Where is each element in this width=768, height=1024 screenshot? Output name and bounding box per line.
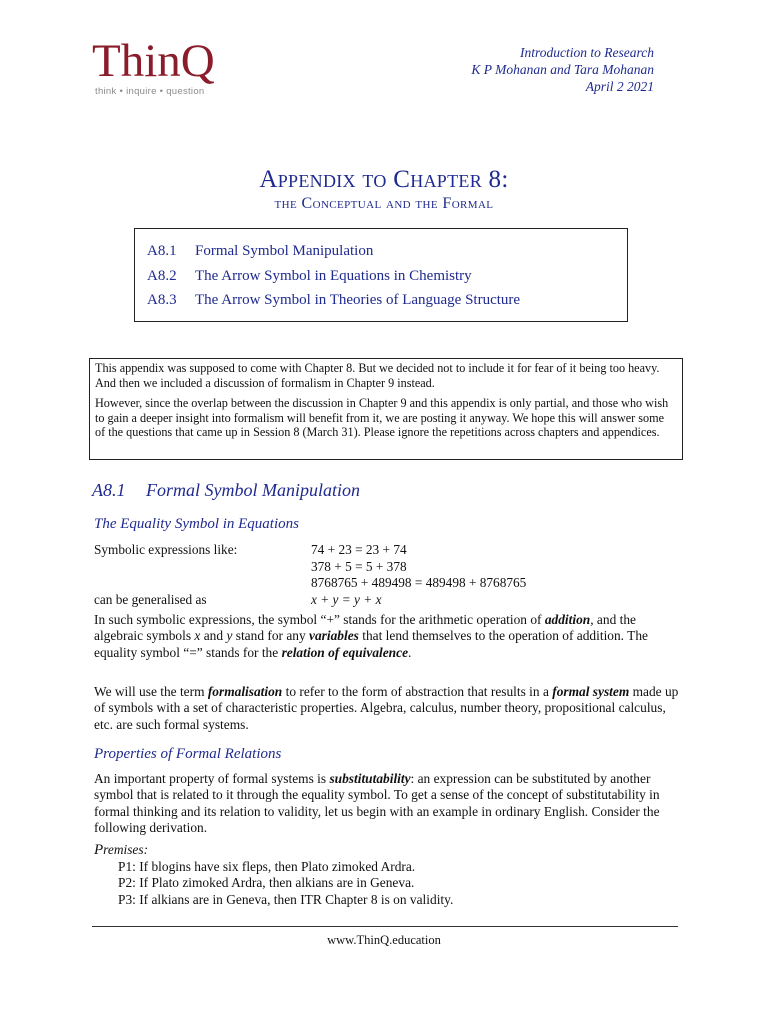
- notice-paragraph: This appendix was supposed to come with Chapter 8. But we decided not to include it for fear of it being too heavy. And then we included a discussion of formalism in Chapter 9 instead.: [95, 361, 660, 390]
- logo-tagline: think • inquire • question: [95, 86, 205, 97]
- expression-table: [94, 542, 526, 608]
- expression-row: [94, 559, 526, 576]
- expression-label: can be generalised as: [94, 591, 207, 607]
- toc-label: Formal Symbol Manipulation: [195, 243, 374, 259]
- date: April 2 2021: [585, 79, 654, 94]
- page-subtitle: the Conceptual and the Formal: [274, 195, 494, 212]
- logo-wordmark: ThinQ: [92, 35, 215, 87]
- expression: 378 + 5 = 5 + 378: [311, 558, 407, 574]
- expression-row: [94, 575, 526, 592]
- paragraph-formalisation: We will use the term formalisation to refer to the form of abstraction that results in a formal system made up of symbols with a set of characteristic properties. Algebra, calculus, number theory, propositional calculus, etc. are such formal systems.: [94, 684, 679, 732]
- toc-number: A8.3: [147, 292, 177, 308]
- footer-divider: [92, 926, 678, 927]
- page-title: Appendix to Chapter 8:: [259, 166, 509, 193]
- term-addition: addition: [544, 612, 591, 627]
- subheading-properties: Properties of Formal Relations: [94, 746, 282, 762]
- toc-item: [147, 241, 627, 266]
- premises-list: [94, 842, 453, 908]
- paragraph-addition: In such symbolic expressions, the symbol “+” stands for the arithmetic operation of addition, and the algebraic symbols x and y stand for any variables that lend themselves to the operation of addition. The equality symbol “=” stands for the relation of equivalence.: [94, 612, 648, 660]
- table-of-contents: [134, 228, 628, 322]
- premise-item: P2: If Plato zimoked Ardra, then alkians are in Geneva.: [118, 875, 415, 890]
- expression: 8768765 + 489498 = 489498 + 8768765: [311, 575, 527, 590]
- general-expression: x + y = y + x: [311, 591, 382, 607]
- expression: 74 + 23 = 23 + 74: [311, 542, 407, 557]
- header-meta: [471, 44, 654, 95]
- toc-number: A8.2: [147, 267, 177, 284]
- toc-item: [147, 266, 627, 291]
- footer-url: www.ThinQ.education: [327, 933, 441, 947]
- toc-number: A8.1: [147, 243, 177, 259]
- section-heading: [92, 480, 360, 501]
- expression-row: [94, 542, 526, 559]
- subheading-equality: The Equality Symbol in Equations: [94, 516, 299, 532]
- notice-paragraph: However, since the overlap between the discussion in Chapter 9 and this appendix is only partial, and those who wish to gain a deeper insight into formalism will benefit from it, we are posting it anyway. We hope this will answer some of the questions that came up in Session 8 (March 31). Please ignore the repetitions across chapters and appendices.: [95, 396, 669, 440]
- term-substitutability: substitutability: [329, 771, 411, 786]
- thinq-logo: [92, 35, 242, 98]
- expression-row: [94, 592, 526, 609]
- paragraph-substitutability: An important property of formal systems is substitutability: an expression can be substituted by another symbol that is related to it through the equality symbol. To get a sense of the concept of substitutability in formal thinking and its relation to validity, let us begin with an example in ordinary English. Consider the following derivation.: [94, 771, 660, 835]
- notice-box: [89, 358, 683, 460]
- toc-label: The Arrow Symbol in Theories of Language Structure: [195, 292, 521, 308]
- term-relation-of-equivalence: relation of equivalence: [281, 644, 409, 660]
- toc-label: The Arrow Symbol in Equations in Chemistry: [195, 267, 472, 284]
- term-variables: variables: [309, 628, 359, 644]
- section-number: A8.1: [92, 480, 126, 500]
- expression-label: Symbolic expressions like:: [94, 542, 238, 557]
- authors: K P Mohanan and Tara Mohanan: [471, 62, 654, 77]
- course-title: Introduction to Research: [520, 45, 654, 60]
- term-formalisation: formalisation: [207, 684, 283, 699]
- premise-item: P1: If blogins have six fleps, then Plato zimoked Ardra.: [118, 858, 416, 874]
- term-formal-system: formal system: [552, 684, 630, 699]
- section-title: Formal Symbol Manipulation: [146, 480, 360, 500]
- premise-item: P3: If alkians are in Geneva, then ITR Chapter 8 is on validity.: [118, 891, 454, 907]
- premises-label: Premises:: [94, 842, 149, 858]
- toc-item: [147, 290, 627, 315]
